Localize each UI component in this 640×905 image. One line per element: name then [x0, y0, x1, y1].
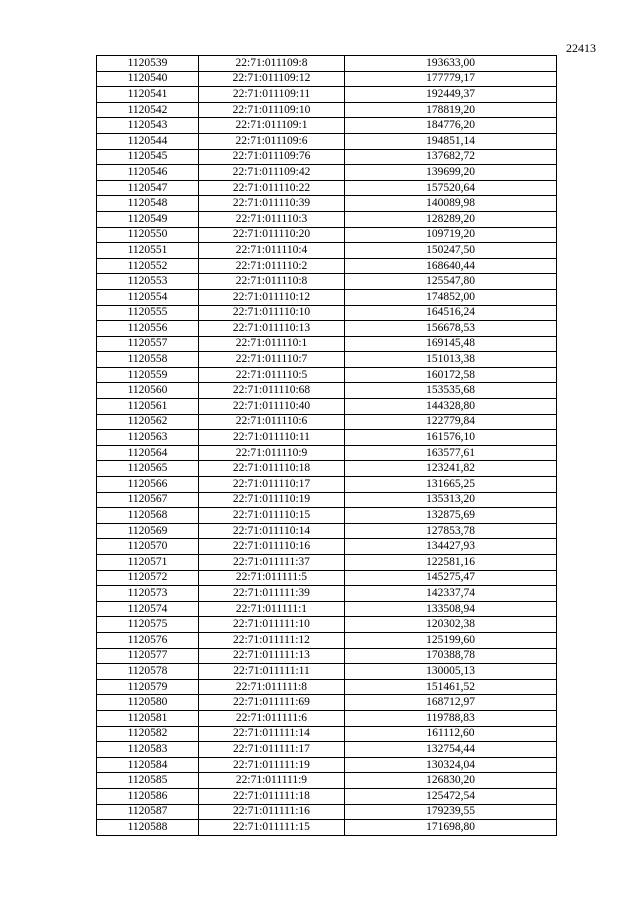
- cadastral-number-cell: 22:71:011109:11: [199, 87, 345, 103]
- value-cell: 140089,98: [345, 196, 557, 212]
- table-row: [97, 87, 557, 103]
- table-row: [97, 586, 557, 602]
- value-cell: 174852,00: [345, 289, 557, 305]
- table-row: [97, 149, 557, 165]
- table-row: [97, 477, 557, 493]
- value-cell: 192449,37: [345, 87, 557, 103]
- row-number-cell: 1120544: [97, 133, 199, 149]
- table-row: [97, 211, 557, 227]
- value-cell: 125199,60: [345, 632, 557, 648]
- value-cell: 134427,93: [345, 539, 557, 555]
- table-row: [97, 788, 557, 804]
- row-number-cell: 1120541: [97, 87, 199, 103]
- cadastral-number-cell: 22:71:011110:8: [199, 274, 345, 290]
- row-number-cell: 1120584: [97, 757, 199, 773]
- table-row: [97, 773, 557, 789]
- row-number-cell: 1120558: [97, 352, 199, 368]
- cadastral-number-cell: 22:71:011110:9: [199, 445, 345, 461]
- table-row: [97, 383, 557, 399]
- cadastral-number-cell: 22:71:011110:5: [199, 367, 345, 383]
- row-number-cell: 1120569: [97, 523, 199, 539]
- data-table: [96, 55, 557, 836]
- cadastral-number-cell: 22:71:011109:10: [199, 102, 345, 118]
- value-cell: 150247,50: [345, 243, 557, 259]
- row-number-cell: 1120572: [97, 570, 199, 586]
- row-number-cell: 1120583: [97, 742, 199, 758]
- cadastral-number-cell: 22:71:011111:18: [199, 788, 345, 804]
- row-number-cell: 1120543: [97, 118, 199, 134]
- row-number-cell: 1120557: [97, 336, 199, 352]
- value-cell: 170388,78: [345, 648, 557, 664]
- row-number-cell: 1120571: [97, 555, 199, 571]
- value-cell: 161576,10: [345, 430, 557, 446]
- cadastral-number-cell: 22:71:011111:12: [199, 632, 345, 648]
- cadastral-number-cell: 22:71:011110:11: [199, 430, 345, 446]
- cadastral-number-cell: 22:71:011110:3: [199, 211, 345, 227]
- cadastral-number-cell: 22:71:011111:69: [199, 695, 345, 711]
- row-number-cell: 1120549: [97, 211, 199, 227]
- cadastral-number-cell: 22:71:011110:13: [199, 321, 345, 337]
- value-cell: 128289,20: [345, 211, 557, 227]
- row-number-cell: 1120555: [97, 305, 199, 321]
- table-row: [97, 820, 557, 836]
- table-row: [97, 742, 557, 758]
- table-row: [97, 336, 557, 352]
- value-cell: 163577,61: [345, 445, 557, 461]
- value-cell: 178819,20: [345, 102, 557, 118]
- row-number-cell: 1120551: [97, 243, 199, 259]
- row-number-cell: 1120559: [97, 367, 199, 383]
- value-cell: 137682,72: [345, 149, 557, 165]
- value-cell: 125547,80: [345, 274, 557, 290]
- cadastral-number-cell: 22:71:011110:10: [199, 305, 345, 321]
- cadastral-number-cell: 22:71:011110:12: [199, 289, 345, 305]
- cadastral-number-cell: 22:71:011111:10: [199, 617, 345, 633]
- row-number-cell: 1120585: [97, 773, 199, 789]
- cadastral-number-cell: 22:71:011111:11: [199, 664, 345, 680]
- cadastral-number-cell: 22:71:011111:6: [199, 710, 345, 726]
- table-row: [97, 508, 557, 524]
- table-row: [97, 165, 557, 181]
- cadastral-number-cell: 22:71:011110:2: [199, 258, 345, 274]
- value-cell: 168640,44: [345, 258, 557, 274]
- row-number-cell: 1120586: [97, 788, 199, 804]
- value-cell: 164516,24: [345, 305, 557, 321]
- table-row: [97, 274, 557, 290]
- cadastral-number-cell: 22:71:011110:7: [199, 352, 345, 368]
- value-cell: 132875,69: [345, 508, 557, 524]
- table-row: [97, 367, 557, 383]
- value-cell: 131665,25: [345, 477, 557, 493]
- table-row: [97, 523, 557, 539]
- value-cell: 126830,20: [345, 773, 557, 789]
- page-number: 22413: [566, 41, 596, 55]
- value-cell: 120302,38: [345, 617, 557, 633]
- row-number-cell: 1120567: [97, 492, 199, 508]
- table-row: [97, 430, 557, 446]
- value-cell: 145275,47: [345, 570, 557, 586]
- cadastral-number-cell: 22:71:011110:17: [199, 477, 345, 493]
- cadastral-number-cell: 22:71:011110:20: [199, 227, 345, 243]
- table-row: [97, 196, 557, 212]
- cadastral-number-cell: 22:71:011111:17: [199, 742, 345, 758]
- value-cell: 119788,83: [345, 710, 557, 726]
- row-number-cell: 1120570: [97, 539, 199, 555]
- table-row: [97, 632, 557, 648]
- table-row: [97, 804, 557, 820]
- value-cell: 144328,80: [345, 399, 557, 415]
- table-row: [97, 414, 557, 430]
- value-cell: 139699,20: [345, 165, 557, 181]
- table-row: [97, 461, 557, 477]
- table-row: [97, 445, 557, 461]
- table-row: [97, 289, 557, 305]
- row-number-cell: 1120552: [97, 258, 199, 274]
- table-row: [97, 56, 557, 72]
- cadastral-number-cell: 22:71:011109:76: [199, 149, 345, 165]
- table-row: [97, 133, 557, 149]
- cadastral-number-cell: 22:71:011110:68: [199, 383, 345, 399]
- value-cell: 127853,78: [345, 523, 557, 539]
- value-cell: 177779,17: [345, 71, 557, 87]
- table-row: [97, 180, 557, 196]
- value-cell: 153535,68: [345, 383, 557, 399]
- value-cell: 109719,20: [345, 227, 557, 243]
- row-number-cell: 1120550: [97, 227, 199, 243]
- row-number-cell: 1120574: [97, 601, 199, 617]
- row-number-cell: 1120546: [97, 165, 199, 181]
- cadastral-number-cell: 22:71:011110:15: [199, 508, 345, 524]
- table-row: [97, 679, 557, 695]
- table-body: [97, 56, 557, 836]
- value-cell: 135313,20: [345, 492, 557, 508]
- value-cell: 142337,74: [345, 586, 557, 602]
- table-row: [97, 71, 557, 87]
- row-number-cell: 1120564: [97, 445, 199, 461]
- table-row: [97, 102, 557, 118]
- value-cell: 169145,48: [345, 336, 557, 352]
- cadastral-number-cell: 22:71:011110:22: [199, 180, 345, 196]
- value-cell: 125472,54: [345, 788, 557, 804]
- row-number-cell: 1120579: [97, 679, 199, 695]
- cadastral-number-cell: 22:71:011110:1: [199, 336, 345, 352]
- row-number-cell: 1120582: [97, 726, 199, 742]
- value-cell: 168712,97: [345, 695, 557, 711]
- cadastral-number-cell: 22:71:011111:1: [199, 601, 345, 617]
- table-row: [97, 399, 557, 415]
- cadastral-number-cell: 22:71:011109:8: [199, 56, 345, 72]
- cadastral-number-cell: 22:71:011111:14: [199, 726, 345, 742]
- table-row: [97, 352, 557, 368]
- row-number-cell: 1120576: [97, 632, 199, 648]
- row-number-cell: 1120560: [97, 383, 199, 399]
- row-number-cell: 1120539: [97, 56, 199, 72]
- table-row: [97, 648, 557, 664]
- row-number-cell: 1120568: [97, 508, 199, 524]
- cadastral-number-cell: 22:71:011109:12: [199, 71, 345, 87]
- table-row: [97, 539, 557, 555]
- cadastral-number-cell: 22:71:011110:14: [199, 523, 345, 539]
- row-number-cell: 1120563: [97, 430, 199, 446]
- table-row: [97, 118, 557, 134]
- value-cell: 171698,80: [345, 820, 557, 836]
- value-cell: 193633,00: [345, 56, 557, 72]
- table-row: [97, 710, 557, 726]
- cadastral-number-cell: 22:71:011110:40: [199, 399, 345, 415]
- row-number-cell: 1120580: [97, 695, 199, 711]
- cadastral-number-cell: 22:71:011110:18: [199, 461, 345, 477]
- row-number-cell: 1120556: [97, 321, 199, 337]
- value-cell: 157520,64: [345, 180, 557, 196]
- cadastral-number-cell: 22:71:011110:4: [199, 243, 345, 259]
- row-number-cell: 1120554: [97, 289, 199, 305]
- cadastral-number-cell: 22:71:011109:6: [199, 133, 345, 149]
- row-number-cell: 1120548: [97, 196, 199, 212]
- cadastral-number-cell: 22:71:011111:9: [199, 773, 345, 789]
- cadastral-number-cell: 22:71:011110:16: [199, 539, 345, 555]
- cadastral-number-cell: 22:71:011111:16: [199, 804, 345, 820]
- row-number-cell: 1120547: [97, 180, 199, 196]
- table-row: [97, 305, 557, 321]
- cadastral-number-cell: 22:71:011110:19: [199, 492, 345, 508]
- cadastral-number-cell: 22:71:011111:39: [199, 586, 345, 602]
- row-number-cell: 1120565: [97, 461, 199, 477]
- cadastral-number-cell: 22:71:011111:37: [199, 555, 345, 571]
- row-number-cell: 1120588: [97, 820, 199, 836]
- row-number-cell: 1120542: [97, 102, 199, 118]
- value-cell: 179239,55: [345, 804, 557, 820]
- table-row: [97, 258, 557, 274]
- table-row: [97, 617, 557, 633]
- cadastral-number-cell: 22:71:011110:6: [199, 414, 345, 430]
- table-row: [97, 227, 557, 243]
- value-cell: 122581,16: [345, 555, 557, 571]
- row-number-cell: 1120573: [97, 586, 199, 602]
- table-row: [97, 492, 557, 508]
- row-number-cell: 1120577: [97, 648, 199, 664]
- value-cell: 160172,58: [345, 367, 557, 383]
- cadastral-number-cell: 22:71:011110:39: [199, 196, 345, 212]
- cadastral-number-cell: 22:71:011109:1: [199, 118, 345, 134]
- value-cell: 132754,44: [345, 742, 557, 758]
- table-row: [97, 726, 557, 742]
- row-number-cell: 1120562: [97, 414, 199, 430]
- value-cell: 122779,84: [345, 414, 557, 430]
- row-number-cell: 1120587: [97, 804, 199, 820]
- value-cell: 161112,60: [345, 726, 557, 742]
- table-row: [97, 695, 557, 711]
- value-cell: 184776,20: [345, 118, 557, 134]
- value-cell: 151461,52: [345, 679, 557, 695]
- row-number-cell: 1120581: [97, 710, 199, 726]
- row-number-cell: 1120553: [97, 274, 199, 290]
- cadastral-number-cell: 22:71:011109:42: [199, 165, 345, 181]
- table-row: [97, 321, 557, 337]
- row-number-cell: 1120578: [97, 664, 199, 680]
- value-cell: 133508,94: [345, 601, 557, 617]
- table-row: [97, 555, 557, 571]
- value-cell: 130005,13: [345, 664, 557, 680]
- cadastral-number-cell: 22:71:011111:19: [199, 757, 345, 773]
- table-row: [97, 570, 557, 586]
- row-number-cell: 1120566: [97, 477, 199, 493]
- cadastral-number-cell: 22:71:011111:13: [199, 648, 345, 664]
- value-cell: 194851,14: [345, 133, 557, 149]
- cadastral-number-cell: 22:71:011111:5: [199, 570, 345, 586]
- table-row: [97, 601, 557, 617]
- row-number-cell: 1120561: [97, 399, 199, 415]
- value-cell: 156678,53: [345, 321, 557, 337]
- row-number-cell: 1120545: [97, 149, 199, 165]
- cadastral-number-cell: 22:71:011111:8: [199, 679, 345, 695]
- table-row: [97, 757, 557, 773]
- value-cell: 123241,82: [345, 461, 557, 477]
- row-number-cell: 1120540: [97, 71, 199, 87]
- value-cell: 130324,04: [345, 757, 557, 773]
- row-number-cell: 1120575: [97, 617, 199, 633]
- table-row: [97, 243, 557, 259]
- table-row: [97, 664, 557, 680]
- value-cell: 151013,38: [345, 352, 557, 368]
- cadastral-number-cell: 22:71:011111:15: [199, 820, 345, 836]
